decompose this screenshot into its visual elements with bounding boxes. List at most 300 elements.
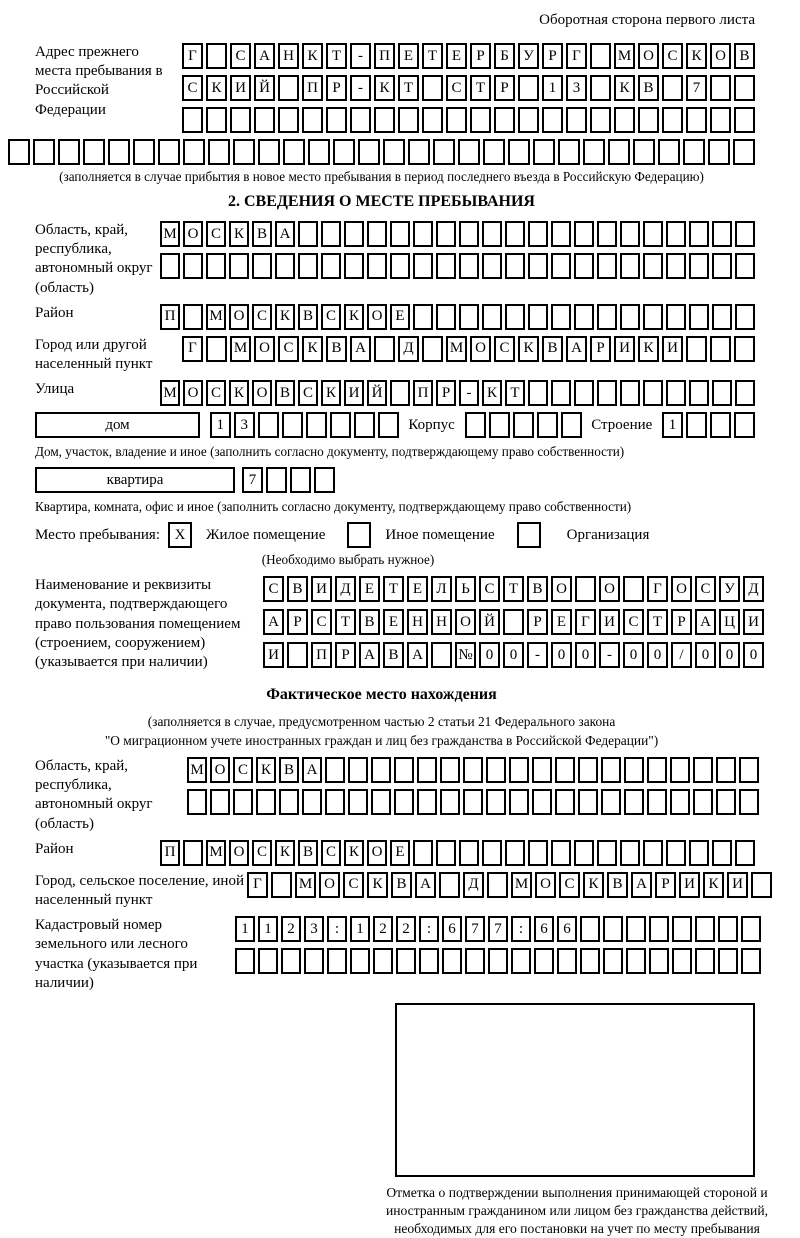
char-box: В [252,221,272,247]
char-box: С [278,336,299,362]
stay-checkbox-other [347,522,371,548]
prev-address-row-3 [182,107,755,133]
char-box: 6 [534,916,554,942]
char-box: К [344,304,364,330]
char-box: О [710,43,731,69]
char-box [436,840,456,866]
char-box [693,789,713,815]
char-box: С [343,872,364,898]
char-box [206,43,227,69]
char-box [608,139,630,165]
char-box [716,789,736,815]
char-box [626,948,646,974]
char-box: О [455,609,476,635]
actual-city-label: Город, сельское поселение, иной населенный пункт [35,872,244,908]
char-box [422,107,443,133]
char-box: С [206,380,226,406]
char-box: И [743,609,764,635]
section2-title: 2. СВЕДЕНИЯ О МЕСТЕ ПРЕБЫВАНИЯ [228,193,535,210]
char-box: / [671,642,692,668]
char-box [712,380,732,406]
char-box: С [252,304,272,330]
char-box [390,221,410,247]
char-box [666,221,686,247]
char-box [459,253,479,279]
char-box: П [311,642,332,668]
char-box [683,139,705,165]
char-box: С [446,75,467,101]
char-box: : [327,916,347,942]
char-box [739,789,759,815]
stay-option-residential-label: Жилое помещение [206,526,326,543]
char-box [689,221,709,247]
char-box: Г [182,336,203,362]
char-box [258,412,279,438]
char-box: Т [470,75,491,101]
char-box [555,789,575,815]
char-box [278,107,299,133]
char-box [735,840,755,866]
char-box: А [695,609,716,635]
ownership-doc-row-3 [263,642,764,668]
house-block [35,412,755,438]
char-box [440,789,460,815]
district-block [8,304,755,330]
char-box [518,75,539,101]
char-box [302,107,323,133]
char-box [431,642,452,668]
char-box [436,253,456,279]
char-box [574,840,594,866]
char-box [623,576,644,602]
char-box: К [614,75,635,101]
char-box: А [263,609,284,635]
char-box [229,253,249,279]
char-box [419,948,439,974]
char-box: П [413,380,433,406]
prev-address-row-1 [182,43,755,69]
char-box [620,380,640,406]
actual-region-label: Область, край, республика, автономный округ (область) [35,758,153,832]
char-box [458,139,480,165]
char-box [256,789,276,815]
char-box: Р [494,75,515,101]
char-box: 1 [350,916,370,942]
char-box [643,253,663,279]
char-box [133,139,155,165]
char-box [575,576,596,602]
char-box: Р [326,75,347,101]
char-box [230,107,251,133]
char-box [695,948,715,974]
char-box: : [511,916,531,942]
char-box [279,789,299,815]
char-box [534,948,554,974]
char-box [597,380,617,406]
char-box [413,304,433,330]
char-box [183,139,205,165]
char-box [686,336,707,362]
char-box [509,757,529,783]
region-row-1 [160,221,755,247]
ownership-doc-label: Наименование и реквизиты документа, подтверждающего право пользования помещением (строением, сооружением) (указывается при наличии) [35,577,241,670]
char-box [649,948,669,974]
char-box [482,304,502,330]
char-box: С [298,380,318,406]
char-box [666,304,686,330]
actual-district-block [8,840,755,866]
char-box: С [623,609,644,635]
char-box: О [183,221,203,247]
city-row [182,336,755,362]
char-box: 3 [304,916,324,942]
city-label: Город или другой населенный пункт [35,336,153,372]
char-box [281,948,301,974]
char-box [566,107,587,133]
char-box: Н [278,43,299,69]
char-box [283,139,305,165]
char-box: В [527,576,548,602]
char-box: С [230,43,251,69]
char-box: К [275,304,295,330]
char-box: И [230,75,251,101]
char-box: : [419,916,439,942]
char-box: Д [398,336,419,362]
char-box [439,872,460,898]
char-box [561,412,582,438]
char-box: Е [383,609,404,635]
char-box [83,139,105,165]
char-box: Р [287,609,308,635]
confirmation-stamp-area [395,1003,755,1177]
char-box [643,304,663,330]
prev-address-label: Адрес прежнего места пребывания в Российской Федерации [35,44,163,118]
char-box [695,916,715,942]
char-box [206,107,227,133]
char-box [354,412,375,438]
char-box: М [614,43,635,69]
char-box: А [350,336,371,362]
char-box [470,107,491,133]
char-box [344,221,364,247]
char-box [482,221,502,247]
char-box: М [160,380,180,406]
char-box [187,789,207,815]
char-box: С [321,840,341,866]
char-box [298,221,318,247]
char-box [670,757,690,783]
char-box [542,107,563,133]
prev-address-note: (заполняется в случае прибытия в новое место пребывания в период последнего въезда в Российскую Федерацию) [59,169,704,184]
char-box [528,221,548,247]
char-box [503,609,524,635]
char-box: М [230,336,251,362]
char-box: А [359,642,380,668]
char-box [436,304,456,330]
char-box: С [695,576,716,602]
char-box: 0 [503,642,524,668]
char-box [160,253,180,279]
house-note: Дом, участок, владение и иное (заполнить согласно документу, подтверждающему право собственности) [35,444,625,460]
char-box: В [326,336,347,362]
char-box [463,757,483,783]
char-box: В [734,43,755,69]
char-box [396,948,416,974]
char-box [235,948,255,974]
char-box [488,948,508,974]
char-box [290,467,311,493]
char-box [718,948,738,974]
char-box [741,948,761,974]
char-box [394,789,414,815]
prev-address-boxrows [182,43,755,133]
char-box [327,948,347,974]
char-box [233,139,255,165]
char-box: О [367,840,387,866]
char-box: 7 [465,916,485,942]
char-box [358,139,380,165]
char-box: А [631,872,652,898]
char-box: В [298,840,318,866]
char-box [314,467,335,493]
char-box: И [311,576,332,602]
char-box [298,253,318,279]
char-box [537,412,558,438]
char-box [735,304,755,330]
actual-district-row [160,840,755,866]
char-box [208,139,230,165]
char-box: В [391,872,412,898]
char-box: 0 [719,642,740,668]
char-box: Е [407,576,428,602]
char-box: 0 [479,642,500,668]
char-box [558,139,580,165]
char-box: Г [182,43,203,69]
char-box: 7 [686,75,707,101]
char-box: В [287,576,308,602]
char-box [532,757,552,783]
char-box [371,789,391,815]
region-label: Область, край, республика, автономный округ (область) [35,222,153,296]
char-box: С [662,43,683,69]
char-box [712,221,732,247]
ownership-doc-block [8,576,759,672]
char-box: 0 [743,642,764,668]
char-box [271,872,292,898]
char-box [528,304,548,330]
char-box: И [599,609,620,635]
char-box [494,107,515,133]
char-box [733,139,755,165]
char-box [446,107,467,133]
char-box [551,221,571,247]
char-box [325,757,345,783]
char-box: Е [398,43,419,69]
char-box: Е [390,304,410,330]
char-box: О [319,872,340,898]
char-box [486,757,506,783]
char-box: О [535,872,556,898]
char-box [643,840,663,866]
char-box [258,948,278,974]
char-box [734,336,755,362]
char-box [601,757,621,783]
apartment-block [35,467,755,493]
cadastral-row-2 [235,948,761,974]
char-box [367,221,387,247]
char-box: 1 [662,412,683,438]
char-box: 0 [551,642,572,668]
char-box [712,253,732,279]
char-box [459,840,479,866]
char-box [275,253,295,279]
char-box [306,412,327,438]
char-box: Р [436,380,456,406]
char-box: 2 [281,916,301,942]
char-box [487,872,508,898]
street-label: Улица [35,381,75,398]
char-box [633,139,655,165]
actual-region-boxrows [187,757,759,815]
char-box: М [187,757,207,783]
char-box [614,107,635,133]
char-box [325,789,345,815]
char-box [528,840,548,866]
char-box: О [551,576,572,602]
char-box: О [470,336,491,362]
char-box [413,253,433,279]
char-box [422,75,443,101]
char-box: Т [335,609,356,635]
char-box: Б [494,43,515,69]
char-box [413,221,433,247]
char-box [626,916,646,942]
char-box [620,253,640,279]
char-box [58,139,80,165]
char-box [686,107,707,133]
char-box: 0 [695,642,716,668]
char-box: О [367,304,387,330]
char-box: Й [254,75,275,101]
char-box: И [263,642,284,668]
char-box: 3 [566,75,587,101]
char-box: О [252,380,272,406]
char-box: М [160,221,180,247]
char-box: Л [431,576,452,602]
char-box [482,253,502,279]
char-box [505,840,525,866]
char-box: Р [542,43,563,69]
char-box [735,253,755,279]
char-box [597,840,617,866]
char-box [505,221,525,247]
actual-location-title: Фактическое место нахождения [266,686,497,704]
char-box: 0 [623,642,644,668]
char-box [108,139,130,165]
char-box: К [686,43,707,69]
char-box [373,948,393,974]
char-box: К [638,336,659,362]
char-box: М [446,336,467,362]
char-box: Й [479,609,500,635]
char-box [735,221,755,247]
char-box: Р [671,609,692,635]
char-box [647,757,667,783]
char-box [555,757,575,783]
char-box: В [607,872,628,898]
char-box [463,789,483,815]
char-box [422,336,443,362]
char-box [440,757,460,783]
char-box: К [703,872,724,898]
char-box [689,840,709,866]
char-box [718,916,738,942]
char-box [672,948,692,974]
char-box [712,304,732,330]
char-box: И [679,872,700,898]
char-box [574,221,594,247]
char-box [252,253,272,279]
char-box [597,253,617,279]
char-box: О [183,380,203,406]
char-box [708,139,730,165]
char-box: - [350,43,371,69]
char-box: - [350,75,371,101]
char-box: К [583,872,604,898]
char-box: К [302,43,323,69]
char-box [511,948,531,974]
stay-type-label: Место пребывания: [35,526,160,543]
char-box: Г [566,43,587,69]
char-box [413,840,433,866]
char-box [578,789,598,815]
char-box [741,916,761,942]
char-box [658,139,680,165]
char-box [532,789,552,815]
char-box: С [494,336,515,362]
char-box [624,757,644,783]
char-box: 0 [575,642,596,668]
char-box: Р [335,642,356,668]
char-box: И [344,380,364,406]
char-box: Г [647,576,668,602]
city-block [8,336,755,374]
cadastral-label: Кадастровый номер земельного или лесного участка (указывается при наличии) [35,917,198,991]
char-box: Т [326,43,347,69]
stay-option-organization-label: Организация [566,526,650,543]
char-box [459,304,479,330]
char-box [580,948,600,974]
char-box [666,840,686,866]
char-box [390,253,410,279]
char-box: С [321,304,341,330]
char-box [183,253,203,279]
char-box: У [719,576,740,602]
char-box: К [367,872,388,898]
char-box [710,75,731,101]
char-box [158,139,180,165]
char-box: - [527,642,548,668]
char-box: 7 [488,916,508,942]
char-box: А [254,43,275,69]
char-box: А [566,336,587,362]
char-box [734,412,755,438]
char-box: М [511,872,532,898]
char-box: 7 [242,467,263,493]
char-box: - [459,380,479,406]
char-box [528,253,548,279]
street-row [160,380,755,406]
